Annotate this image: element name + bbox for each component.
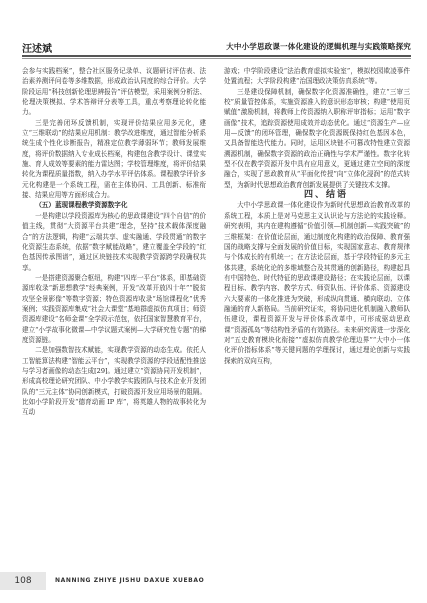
page-header — [0, 0, 427, 70]
author-name: 汪述斌 — [22, 44, 52, 55]
header-rule-thin — [22, 58, 411, 59]
subsection-heading: （五）蓝现课程教学资源数字化 — [35, 201, 128, 210]
paragraph: 大中小学思政课一体化建设作为新时代思想政治教育改革的系统工程，本质上是对马克思主义认识论与方法论的实践诠释。研究表明，其内在建构遵循“价值引领—机制创新—实践突破”的三维框架：在价值论层面，通过制度化构建的政治保障、教育强国的战略支撑与全面发展的价值目标，实现国家意志、教育规律与个体成长的有机统一；在方法论层面，基于学段特征的多元主体共建，系统化论的多维域整合及其贯通的创新路径，构建起具有中国特色、时代特征的思政课建设路径；在实践论层面，以课程目标、教学内容、教学方式、师资队伍、评价体系、资源建设六大要素的一体化推进为突破，形成纵向贯通、横向联动、立体融通的育人新格局。当前研究证实，将协同进化机制融入教师队伍建设，课程资源开发与评价体系改革中，可形成驱动思政课“资源孤岛”等结构性矛盾的有效路径。未来研究需进一步深化对“五史教育模块化衔接”“虚拟仿真教学伦理边界”“大中小一体化评价指标体系”等关键问题的学理探讨，通过理论创新与实践探索的双向互构， — [224, 201, 410, 365]
paragraph: 一是构建以学段资源库为核心的思政课建设“四个自信”的价值主线，贯彻“大资源平台共建”理念，坚持“技术载体深度融合”的方法逻辑，构建“云端共享、虚实融通、学段贯通”的数字化资源生态系统，依据“数字赋能战略”，建立覆盖全学段的“红色基因传承图谱”，通过区块链技术实现教学资源跨学段确权共享。 — [22, 211, 206, 272]
paragraph: 游戏；中学阶段建设“法治教育虚拟实验室”，模拟校园欺凌事件处置流程；大学阶段构建“治国理政决策仿真系统”等。 — [224, 67, 410, 86]
section-heading: 四、结语 — [303, 190, 348, 201]
paragraph: 会参与实践档案”，整合社区服务记录单、议题研讨评估表、法治素养测评问卷等多维数据，形成政治认同度的综合评价。大学阶段运用“科技创新伦理思辨报告”评估模型，采用案例分析法、伦理决策模拟、学术答辩评分表等工具，重点考察理论转化能力。 — [22, 67, 206, 117]
paragraph: 一是搭建资源聚合枢纽，构建“四库一平台”体系，即基础资源库收录“新思想教学”经典案例，开发“改革开放四十年”“脱贫攻坚全景影像”等数字资源；特色资源库收录“场馆课程化”优秀案例；实践资源库集成“社会大课堂”基地群虚拟仿真项目；师资资源库建设“名师金课”全学段示范包，依托国家智慧教育平台，建立“小学故事化微课—中学议题式案例—大学研究性专题”的梯度资源链。 — [22, 273, 206, 344]
paragraph: 三是完善闭环反馈机制，实现评价结果应用多元化，建立“三维联动”的结果应用机制：教学改进维度，通过智能分析系统生成个性化诊断报告，精准定位教学薄弱环节；教师发展维度，将评价数据纳入专业成长档案，构建包含教学设计、课堂实施、育人成效等要素的能力雷达图；学校管理维度，将评价结果转化为课程质量指数，纳入办学水平评估体系。课程教学评价多元化构建是一个系统工程，需在主体协同、工具创新、标准衔接、结果应用等方面形成合力。 — [22, 118, 206, 200]
journal-name-pinyin: NANNING ZHIYE JISHU DAXUE XUEBAO — [55, 577, 205, 584]
paragraph: 三是建设保障机制，确保数字化资源准确性，建立“三审三校”质量管控体系，实施资源准入的意识形态审核；构建“使用页赋值”激励机制，将教师上传资源纳入职称评审指标；运用“数字画像”技术，追踪资源使用成效并动态优化。通过“资源生产—应用—反馈”的闭环管理，确保数字化资源既保持红色基因本色，又具备智能迭代能力。同时，运用区块链不可篡改特性建立资源溯源机制，确保数字资源的政治正确性与学术严谨性。数字化转型不仅在教学资源开发中具有应用意义，更通过建立空间的深度融合，实现了思政教育从“平面化传授”向“立体化浸润”的范式转型，为新时代思想政治教育创新发展提供了关键技术支撑。 — [224, 87, 410, 189]
running-title: 大中小学思政课一体化建设的逻辑机理与实践策略探究 — [226, 42, 411, 51]
left-column — [22, 66, 206, 418]
page-number: 108 — [14, 576, 32, 586]
paragraph: 二是加强数智技术赋能，实现教学资源的动态生成。依托人工智能算法构建“智能云平台”，实现教学资源的学段适配性推送与学习者画像的动态生成[29]。通过建立“资源协同开发机制”，形成高校理论研究团队、中小学教学实践团队与技术企业开发团队的“三元主体”协同创新模式，打破资源开发应用场景的阻隔。比如小学阶段开发“德育动画 IP 库”，将英雄人物的故事转化为互动 — [22, 346, 206, 417]
header-rule — [22, 55, 411, 57]
right-column — [224, 66, 410, 366]
